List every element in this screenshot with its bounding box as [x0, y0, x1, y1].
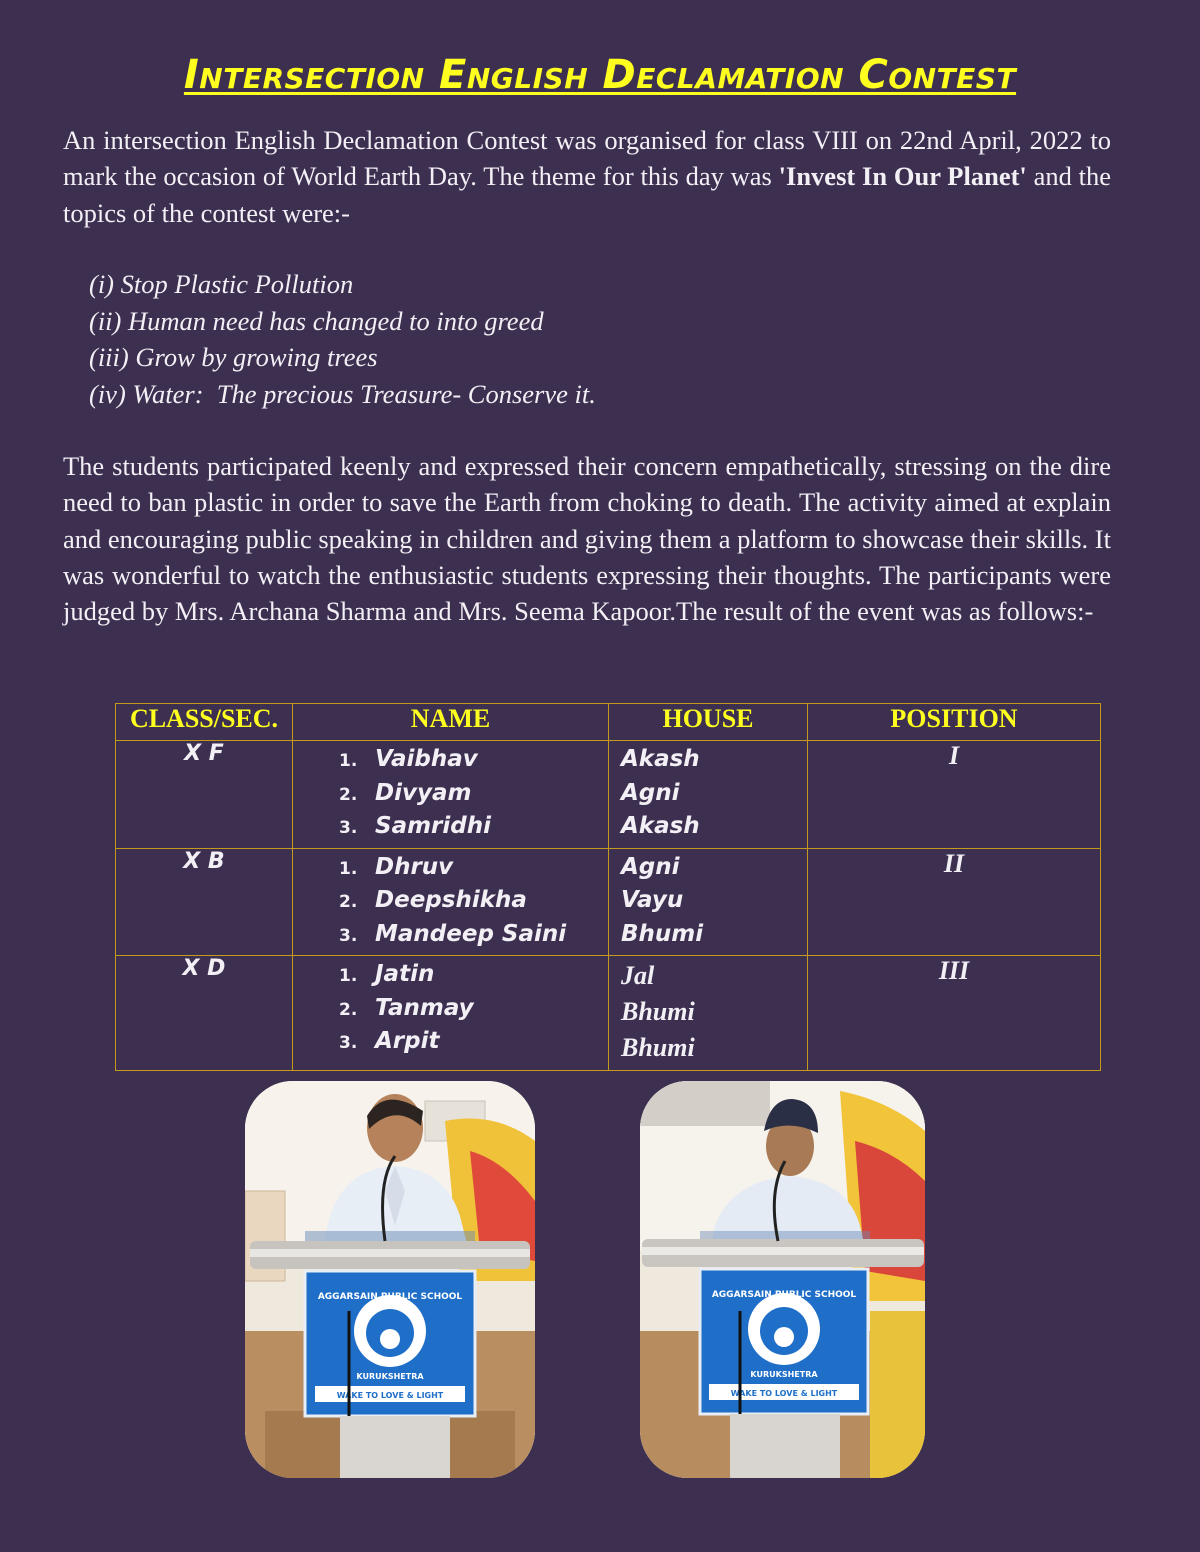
- theme-text: 'Invest In Our Planet': [778, 161, 1027, 192]
- table-row: [116, 956, 1101, 1071]
- topic-item: (iii) Grow by growing trees: [89, 342, 378, 372]
- results-table: [115, 703, 1101, 1071]
- house-item: Jal: [621, 961, 655, 990]
- header-position: POSITION: [808, 704, 1101, 741]
- podium-motto-text: WAKE TO LOVE & LIGHT: [336, 1391, 444, 1400]
- topic-item: (i) Stop Plastic Pollution: [89, 269, 354, 299]
- house-item: Agni: [621, 779, 680, 806]
- class-cell: X B: [116, 848, 293, 956]
- table-row: [116, 741, 1101, 849]
- table-row: [116, 848, 1101, 956]
- name-item: 3. Samridhi: [339, 813, 491, 839]
- class-cell: X F: [116, 741, 293, 849]
- name-item: 2. Tanmay: [339, 994, 474, 1021]
- header-class: CLASS/SEC.: [116, 704, 293, 741]
- podium-city-text: KURUKSHETRA: [750, 1370, 818, 1379]
- position-cell: III: [808, 956, 1101, 1071]
- name-item: 2. Deepshikha: [339, 887, 527, 913]
- intro-paragraph: [63, 122, 1111, 231]
- student-photo-1: [245, 1081, 535, 1478]
- house-item: Vayu: [621, 887, 684, 913]
- house-item: Akash: [621, 813, 700, 839]
- name-item: 3. Mandeep Saini: [339, 920, 567, 947]
- houses-cell: [609, 741, 808, 849]
- house-item: Bhumi: [621, 997, 695, 1026]
- header-house: HOUSE: [609, 704, 808, 741]
- table-header-row: [116, 704, 1101, 741]
- house-item: Bhumi: [621, 1033, 695, 1062]
- intro-text: An intersection English Declamation Contest was organised for class VIII on 22nd April, 2022 to mark the occasion of World Earth Day. The theme for this day was: [63, 125, 1111, 192]
- podium-school-text: AGGARSAIN PUBLIC SCHOOL: [711, 1290, 857, 1300]
- names-cell: [293, 956, 609, 1071]
- houses-cell: [609, 956, 808, 1071]
- houses-cell: [609, 848, 808, 956]
- podium-city-text: KURUKSHETRA: [356, 1372, 424, 1381]
- house-item: Akash: [621, 746, 700, 772]
- name-item: 3. Arpit: [339, 1028, 440, 1054]
- intro-text-end: and the topics of the contest were:-: [63, 161, 1111, 228]
- topics-list: [89, 266, 596, 412]
- name-item: 1. Vaibhav: [339, 746, 478, 772]
- podium-motto-text: WAKE TO LOVE & LIGHT: [730, 1389, 838, 1398]
- topic-item: (iv) Water: The precious Treasure- Conserve it.: [89, 378, 596, 409]
- position-cell: II: [808, 848, 1101, 956]
- student-photo-2: [640, 1081, 925, 1478]
- result-paragraph: The students participated keenly and expressed their concern empathetically, stressing on the dire need to ban plastic in order to save the Earth from choking to death. The activity aimed at explain and encouraging public speaking in children and giving them a platform to showcase their skills. It was wonderful to watch the enthusiastic students expressing their thoughts. The participants were judged by Mrs. Archana Sharma and Mrs. Seema Kapoor.The result of the event was as follows:-: [63, 451, 1111, 627]
- name-item: 1. Jatin: [339, 961, 435, 987]
- house-item: Bhumi: [621, 920, 704, 947]
- names-cell: [293, 848, 609, 956]
- podium-school-text: AGGARSAIN PUBLIC SCHOOL: [317, 1292, 463, 1302]
- name-item: 1. Dhruv: [339, 853, 454, 880]
- topic-item: (ii) Human need has changed to into greed: [89, 305, 544, 336]
- name-item: 2. Divyam: [339, 779, 472, 806]
- class-cell: X D: [116, 956, 293, 1071]
- names-cell: [293, 741, 609, 849]
- position-cell: I: [808, 741, 1101, 849]
- header-name: NAME: [293, 704, 609, 741]
- page-title: Intersection English Declamation Contest: [183, 52, 1017, 98]
- house-item: Agni: [621, 853, 680, 880]
